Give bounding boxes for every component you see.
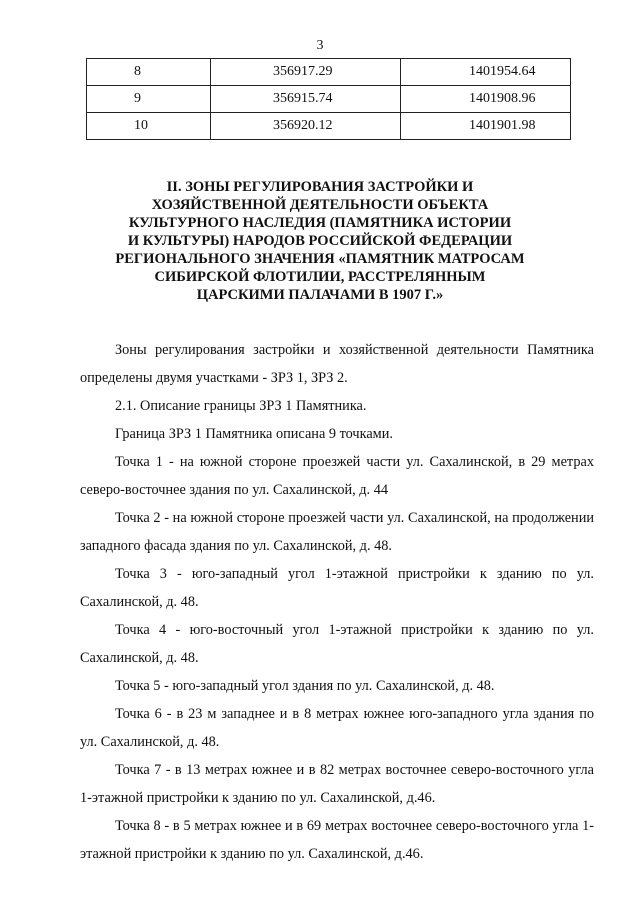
paragraph-zones-intro: Зоны регулирования застройки и хозяйственной деятельности Памятника определены двумя участками - ЗРЗ 1, ЗРЗ 2. [80,342,594,386]
paragraph-point-4: Точка 4 - юго-восточный угол 1-этажной пристройки к зданию по ул. Сахалинской, д. 48. [80,622,594,666]
x-coordinate-cell: 356920.12 [211,113,401,140]
point-number-cell: 9 [87,86,211,113]
paragraph-point-8: Точка 8 - в 5 метрах южнее и в 69 метрах восточнее северо-восточного угла 1-этажной пристройки к зданию по ул. Сахалинской, д.46. [80,818,594,862]
point-number-cell: 10 [87,113,211,140]
section-title-line: РЕГИОНАЛЬНОГО ЗНАЧЕНИЯ «ПАМЯТНИК МАТРОСАМ [115,251,525,267]
paragraph-point-7: Точка 7 - в 13 метрах южнее и в 82 метрах восточнее северо-восточного угла 1-этажной пристройки к зданию по ул. Сахалинской, д.46. [80,762,594,806]
section-title-line: КУЛЬТУРНОГО НАСЛЕДИЯ (ПАМЯТНИКА ИСТОРИИ [128,215,512,231]
section-title-line: ЦАРСКИМИ ПАЛАЧАМИ В 1907 Г.» [196,287,444,303]
x-coordinate-cell: 356917.29 [211,59,401,86]
x-coordinate-cell: 356915.74 [211,86,401,113]
section-title-line: ХОЗЯЙСТВЕННОЙ ДЕЯТЕЛЬНОСТИ ОБЪЕКТА [151,197,489,213]
table-row [87,86,571,113]
paragraph-point-6: Точка 6 - в 23 м западнее и в 8 метрах южнее юго-западного угла здания по ул. Сахалинской, д. 48. [80,706,594,750]
y-coordinate-cell: 1401954.64 [401,59,571,86]
paragraph-zrz1-points-count: Граница ЗРЗ 1 Памятника описана 9 точками. [115,426,393,442]
page-number: 3 [316,38,324,53]
section-title-line: II. ЗОНЫ РЕГУЛИРОВАНИЯ ЗАСТРОЙКИ И [166,179,474,195]
section-title-line: И КУЛЬТУРЫ) НАРОДОВ РОССИЙСКОЙ ФЕДЕРАЦИИ [127,233,513,249]
paragraph-point-3: Точка 3 - юго-западный угол 1-этажной пристройки к зданию по ул. Сахалинской, д. 48. [80,566,594,610]
paragraph-point-1: Точка 1 - на южной стороне проезжей части ул. Сахалинской, в 29 метрах северо-восточнее здания по ул. Сахалинской, д. 44 [80,454,594,498]
coordinates-table [86,58,571,140]
paragraph-zrz1-heading: 2.1. Описание границы ЗРЗ 1 Памятника. [115,398,367,414]
paragraph-point-5: Точка 5 - юго-западный угол здания по ул. Сахалинской, д. 48. [115,678,495,694]
y-coordinate-cell: 1401901.98 [401,113,571,140]
point-number-cell: 8 [87,59,211,86]
section-title-line: СИБИРСКОЙ ФЛОТИЛИИ, РАССТРЕЛЯННЫМ [154,269,486,285]
table-row [87,113,571,140]
section-title [100,178,540,304]
paragraph-point-2: Точка 2 - на южной стороне проезжей части ул. Сахалинской, на продолжении западного фасада здания по ул. Сахалинской, д. 48. [80,510,594,554]
table-row [87,59,571,86]
y-coordinate-cell: 1401908.96 [401,86,571,113]
body-text [80,336,594,868]
